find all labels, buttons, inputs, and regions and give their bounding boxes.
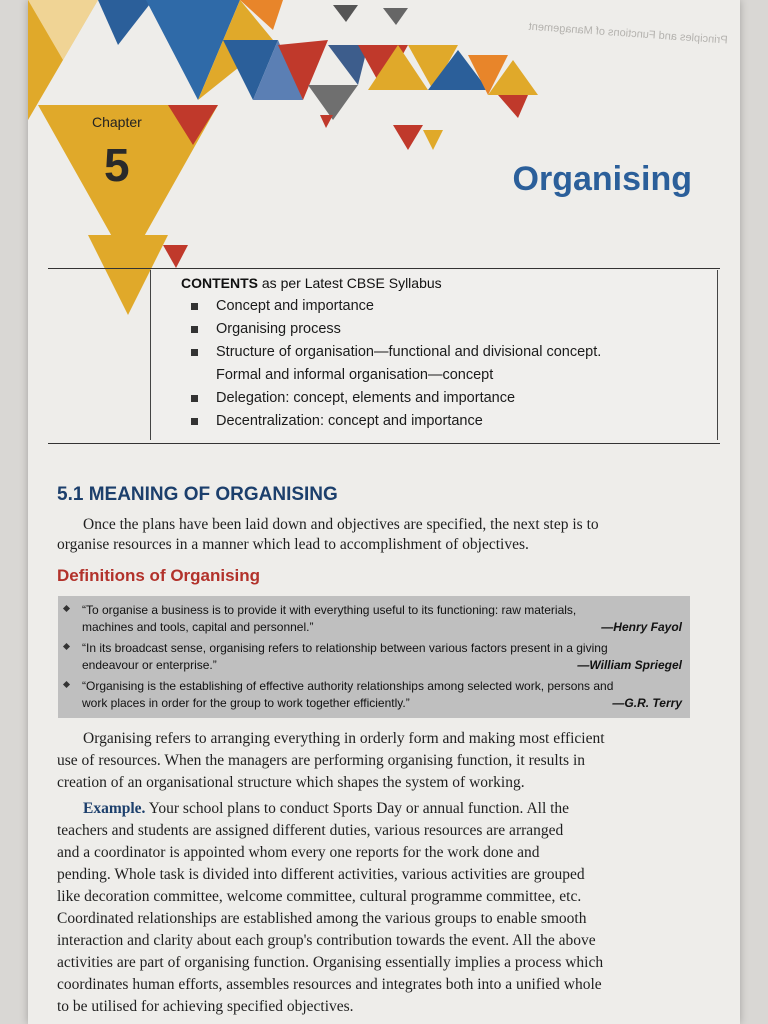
contents-item: [191, 387, 601, 410]
definition-author: —William Spriegel: [577, 658, 682, 672]
definition-text-line-2: endeavour or enterprise.”: [82, 658, 217, 672]
example-label: Example.: [83, 800, 146, 817]
chapter-label: Chapter: [92, 114, 142, 130]
contents-item-text: Decentralization: concept and importance: [216, 413, 483, 429]
body-para2-line: interaction and clarity about each group's contribution towards the event. All the above: [57, 932, 596, 949]
body-para1-line-1: Organising refers to arranging everything in orderly form and making most efficient: [83, 730, 605, 747]
body-para2-line: coordinates human efforts, assembles resources and integrates both into a unified whole: [57, 976, 602, 993]
body-para2-line: like decoration committee, welcome committee, cultural programme committee, etc.: [57, 888, 582, 905]
square-bullet-icon: [191, 349, 198, 356]
square-bullet-icon: [191, 303, 198, 310]
body-para1-line-3: creation of an organisational structure which shapes the system of working.: [57, 774, 525, 791]
body-para2-line: activities are part of organising function. Organising essentially implies a process which: [57, 954, 604, 971]
contents-item: [191, 410, 601, 433]
chapter-title: Organising: [512, 160, 692, 198]
definitions-box: [58, 596, 690, 718]
contents-item: [191, 341, 601, 364]
contents-item-continued: [191, 364, 601, 387]
contents-top-rule: [48, 268, 720, 269]
diamond-bullet-icon: [63, 681, 70, 688]
body-para1-line-2: use of resources. When the managers are performing organising function, it results in: [57, 752, 585, 769]
body-para2-line: pending. Whole task is divided into different activities, various activities are grouped: [57, 866, 585, 883]
contents-item-text: Concept and importance: [216, 298, 374, 314]
contents-item-text: Delegation: concept, elements and importance: [216, 390, 516, 406]
contents-item-text: Formal and informal organisation—concept: [216, 367, 494, 383]
intro-line-2: organise resources in a manner which lead to accomplishment of objectives.: [57, 536, 529, 553]
running-head: Principles and Functions of Management: [528, 20, 728, 47]
definition-text-line-1: “To organise a business is to provide it with everything useful to its functioning: raw materials,: [82, 603, 577, 617]
body-para2-line-1: [83, 798, 689, 820]
contents-heading-strong: CONTENTS: [181, 275, 258, 291]
contents-heading: [181, 275, 442, 291]
contents-item: [191, 318, 601, 341]
example-first-line: Your school plans to conduct Sports Day or annual function. All the: [145, 800, 570, 817]
chapter-number: 5: [104, 139, 130, 191]
contents-bottom-rule: [48, 443, 720, 444]
diamond-bullet-icon: [63, 605, 70, 612]
definition-text-line-1: “In its broadcast sense, organising refers to relationship between various factors present in a giving: [82, 641, 608, 655]
body-para2-line: Coordinated relationships are established among the various groups to enable smooth: [57, 910, 587, 927]
definition-author: —G.R. Terry: [612, 696, 682, 710]
body-para2-line: and a coordinator is appointed whom every one reports for the work done and: [57, 844, 540, 861]
definition-text-line-2: work places in order for the group to work together efficiently.”: [82, 696, 410, 710]
body-para2-line: teachers and students are assigned different duties, various resources are arranged: [57, 822, 564, 839]
definitions-heading: Definitions of Organising: [57, 566, 261, 585]
contents-box: [150, 270, 718, 440]
square-bullet-icon: [191, 326, 198, 333]
square-bullet-icon: [191, 395, 198, 402]
contents-item-text: Structure of organisation—functional and divisional concept.: [216, 344, 602, 360]
definition-author: —Henry Fayol: [601, 620, 682, 634]
section-heading: 5.1 MEANING OF ORGANISING: [57, 484, 338, 505]
square-bullet-icon: [191, 418, 198, 425]
contents-item-text: Organising process: [216, 321, 341, 337]
body-para2-line: to be utilised for achieving specified objectives.: [57, 998, 354, 1015]
definition-text-line-2: machines and tools, capital and personnel.”: [82, 620, 314, 634]
contents-list: [191, 295, 601, 433]
contents-heading-rest: as per Latest CBSE Syllabus: [258, 275, 442, 291]
definition-text-line-1: “Organising is the establishing of effective authority relationships among selected work, persons and: [82, 679, 614, 693]
diamond-bullet-icon: [63, 643, 70, 650]
contents-item: [191, 295, 601, 318]
book-page: [28, 0, 740, 1024]
intro-line-1: Once the plans have been laid down and objectives are specified, the next step is to: [83, 516, 599, 533]
